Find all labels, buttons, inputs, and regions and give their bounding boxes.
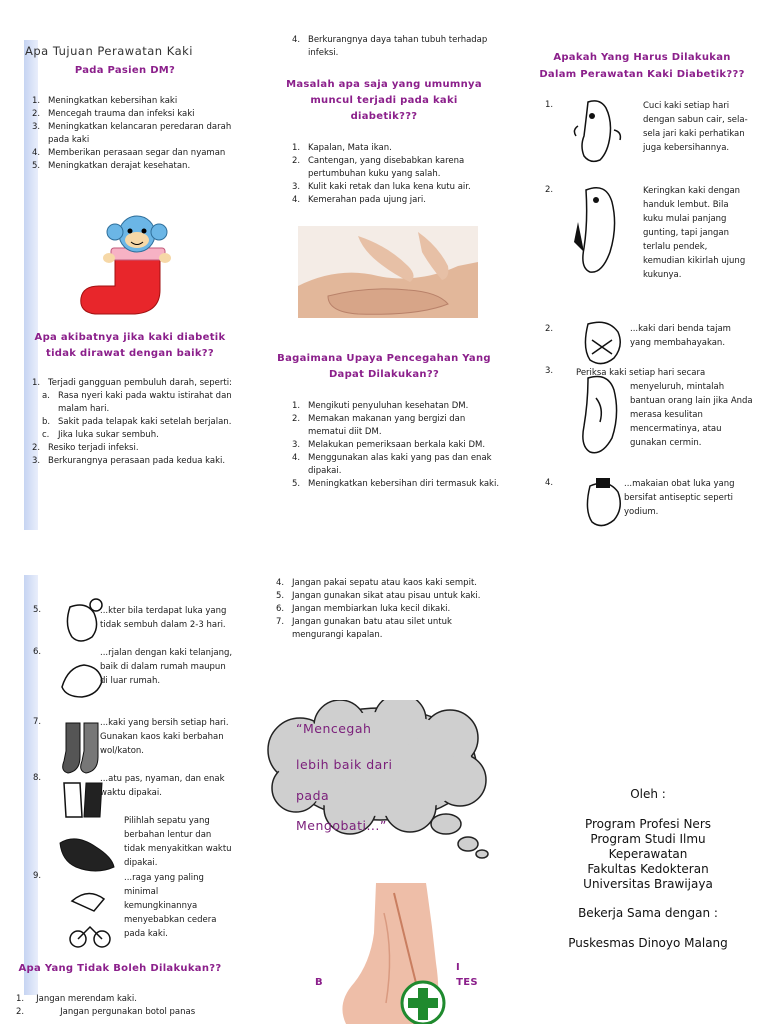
step-text: Periksa kaki setiap hari secara menyeluruh, mintalah bantuan orang lain jika Anda merasa kesulitan mencermatinya, atau gunakan cermin. — [576, 368, 753, 448]
list-item: 1. Meningkatkan kebersihan kaki — [32, 96, 178, 106]
prevention-list — [292, 400, 502, 491]
question-consequences-line1: Apa akibatnya jika kaki diabetik — [34, 332, 226, 343]
list-item: 6. Jangan membiarkan luka kecil dikaki. — [276, 604, 451, 614]
list-item: 3. Melakukan pemeriksaan berkala kaki DM. — [292, 440, 486, 450]
question-problems-line2: muncul terjadi pada kaki — [310, 95, 458, 106]
list-item: 4. Kemerahan pada ujung jari. — [292, 195, 426, 205]
protect-foot-icon — [578, 318, 630, 368]
list-item: 4. Berkurangnya daya tahan tubuh terhadap infeksi. — [292, 35, 488, 58]
problems-list — [292, 142, 507, 207]
foot-massage-photo — [298, 226, 478, 318]
fragment-tes: TES — [456, 977, 478, 988]
panel-left-top — [0, 0, 250, 530]
list-item: 3. Berkurangnya perasaan pada kedua kaki. — [32, 456, 226, 466]
list-item: 1. Kapalan, Mata ikan. — [292, 143, 392, 153]
medicine-foot-icon — [582, 476, 628, 530]
flexible-shoe-icon — [56, 823, 118, 879]
list-item: 4. Jangan pakai sepatu atau kaos kaki sempit. — [276, 578, 477, 588]
puskesmas-logo — [400, 980, 446, 1024]
list-item: 5. Meningkatkan derajat kesehatan. — [32, 161, 191, 171]
list-item: 1. Terjadi gangguan pembuluh darah, seperti: — [32, 378, 232, 388]
org-line4: Fakultas Kedokteran — [587, 862, 709, 876]
list-item: 1. Jangan merendam kaki. — [16, 994, 137, 1004]
cooperation-label: Bekerja Sama dengan : — [578, 906, 718, 920]
list-item: c. Jika luka sukar sembuh. — [42, 430, 159, 440]
step-text: ...kter bila terdapat luka yang tidak sembuh dalam 2-3 hari. — [100, 606, 227, 630]
quote-line4: Mengobati...” — [296, 818, 387, 833]
step-text: Cuci kaki setiap hari dengan sabun cair, sela-sela jari kaki perhatikan juga kebersihannya. — [643, 101, 748, 153]
question-problems-line3: diabetik??? — [350, 111, 418, 122]
list-item: a. Rasa nyeri kaki pada waktu istirahat dan malam hari. — [42, 391, 232, 414]
question-consequences-line2: tidak dirawat dengan baik?? — [45, 348, 214, 359]
list-item: 5. Jangan gunakan sikat atau pisau untuk kaki. — [276, 591, 481, 601]
list-item: 3. Meningkatkan kelancaran peredaran darah pada kaki — [32, 122, 232, 145]
org-line1: Program Profesi Ners — [584, 817, 712, 831]
list-item: b. Sakit pada telapak kaki setelah berjalan. — [42, 417, 232, 427]
list-item: 5. Meningkatkan kebersihan diri termasuk kaki. — [292, 479, 500, 489]
list-item: 3. Kulit kaki retak dan luka kena kutu air. — [292, 182, 471, 192]
step-number: 7. — [33, 717, 42, 727]
goals-list — [32, 95, 242, 173]
fragment-i: I — [455, 962, 461, 973]
continued-list — [292, 34, 492, 60]
question-care-line2: Dalam Perawatan Kaki Diabetik??? — [539, 69, 745, 80]
step-text: ...atu pas, nyaman, dan enak waktu dipakai. — [100, 774, 225, 798]
org-line3: Keperawatan — [608, 847, 688, 861]
step-number: 6. — [33, 647, 42, 657]
org-line5: Universitas Brawijaya — [583, 877, 713, 891]
quote-line1: “Mencegah — [296, 721, 372, 736]
question-prevention-line2: Dapat Dilakukan?? — [328, 369, 440, 380]
question-problems-line1: Masalah apa saja yang umumnya — [286, 79, 482, 90]
step-number: 9. — [33, 871, 42, 881]
panel-left-bottom — [0, 575, 256, 1024]
title-line1: Apa Tujuan Perawatan Kaki — [25, 44, 193, 58]
step-number: 2. — [545, 324, 554, 334]
list-item: 2. Jangan pergunakan botol panas — [16, 1007, 196, 1017]
donts-continued-list — [276, 577, 491, 642]
step-number: 3. — [545, 366, 554, 376]
partner-name: Puskesmas Dinoyo Malang — [568, 936, 728, 950]
panel-right-bottom — [512, 575, 768, 1024]
fragment-b: B — [315, 977, 323, 988]
list-item: 4. Memberikan perasaan segar dan nyaman — [32, 148, 226, 158]
step-text: ...makaian obat luka yang bersifat antiseptic seperti yodium. — [624, 479, 735, 517]
step-text: Keringkan kaki dengan handuk lembut. Bila kuku mulai panjang gunting, tapi jangan terlalu pendek, kemudian kikirlah ujung kukunya. — [643, 186, 746, 280]
panel-right-top — [512, 0, 768, 530]
drying-foot-icon — [572, 182, 628, 282]
step-number: 5. — [33, 605, 42, 615]
step-number: 4. — [545, 478, 554, 488]
question-donts: Apa Yang Tidak Boleh Dilakukan?? — [18, 963, 222, 974]
step-text: Pilihlah sepatu yang berbahan lentur dan tidak menyakitkan waktu dipakai. — [124, 816, 232, 868]
question-prevention-line1: Bagaimana Upaya Pencegahan Yang — [277, 353, 491, 364]
step-text: ...rjalan dengan kaki telanjang, baik di dalam rumah maupun di luar rumah. — [100, 648, 233, 686]
question-care-line1: Apakah Yang Harus Dilakukan — [553, 52, 731, 63]
step-number: 1. — [545, 100, 554, 110]
washing-foot-icon — [570, 96, 626, 166]
title-line2: Pada Pasien DM? — [74, 65, 176, 76]
step-number: 2. — [545, 185, 554, 195]
step-text: ...raga yang paling minimal kemungkinannya menyebabkan cedera pada kaki. — [124, 873, 217, 939]
list-item: 2. Cantengan, yang disebabkan karena pertumbuhan kuku yang salah. — [292, 156, 465, 179]
list-item: 2. Memakan makanan yang bergizi dan mematui diit DM. — [292, 414, 466, 437]
org-line2: Program Studi Ilmu — [590, 832, 706, 846]
donts-list — [16, 993, 236, 1019]
step-number: 8. — [33, 773, 42, 783]
list-item: 1. Mengikuti penyuluhan kesehatan DM. — [292, 401, 469, 411]
list-item: 2. Resiko terjadi infeksi. — [32, 443, 139, 453]
list-item: 2. Mencegah trauma dan infeksi kaki — [32, 109, 195, 119]
quote-line3: pada — [296, 788, 330, 803]
panel-middle-bottom — [256, 575, 512, 1024]
list-item: 4. Menggunakan alas kaki yang pas dan enak dipakai. — [292, 453, 492, 476]
exercise-icon — [64, 881, 116, 951]
by-label: Oleh : — [630, 787, 666, 801]
monkey-sock-illustration — [75, 212, 185, 322]
step-text: ...kaki dari benda tajam yang membahayakan. — [630, 324, 731, 348]
quote-line2: lebih baik dari — [296, 757, 393, 772]
step-text: ...kaki yang bersih setiap hari. Gunakan kaos kaki berbahan wol/katon. — [100, 718, 229, 756]
consequences-list — [32, 377, 242, 468]
panel-middle-top — [256, 0, 512, 530]
list-item: 7. Jangan gunakan batu atau silet untuk mengurangi kapalan. — [276, 617, 452, 640]
